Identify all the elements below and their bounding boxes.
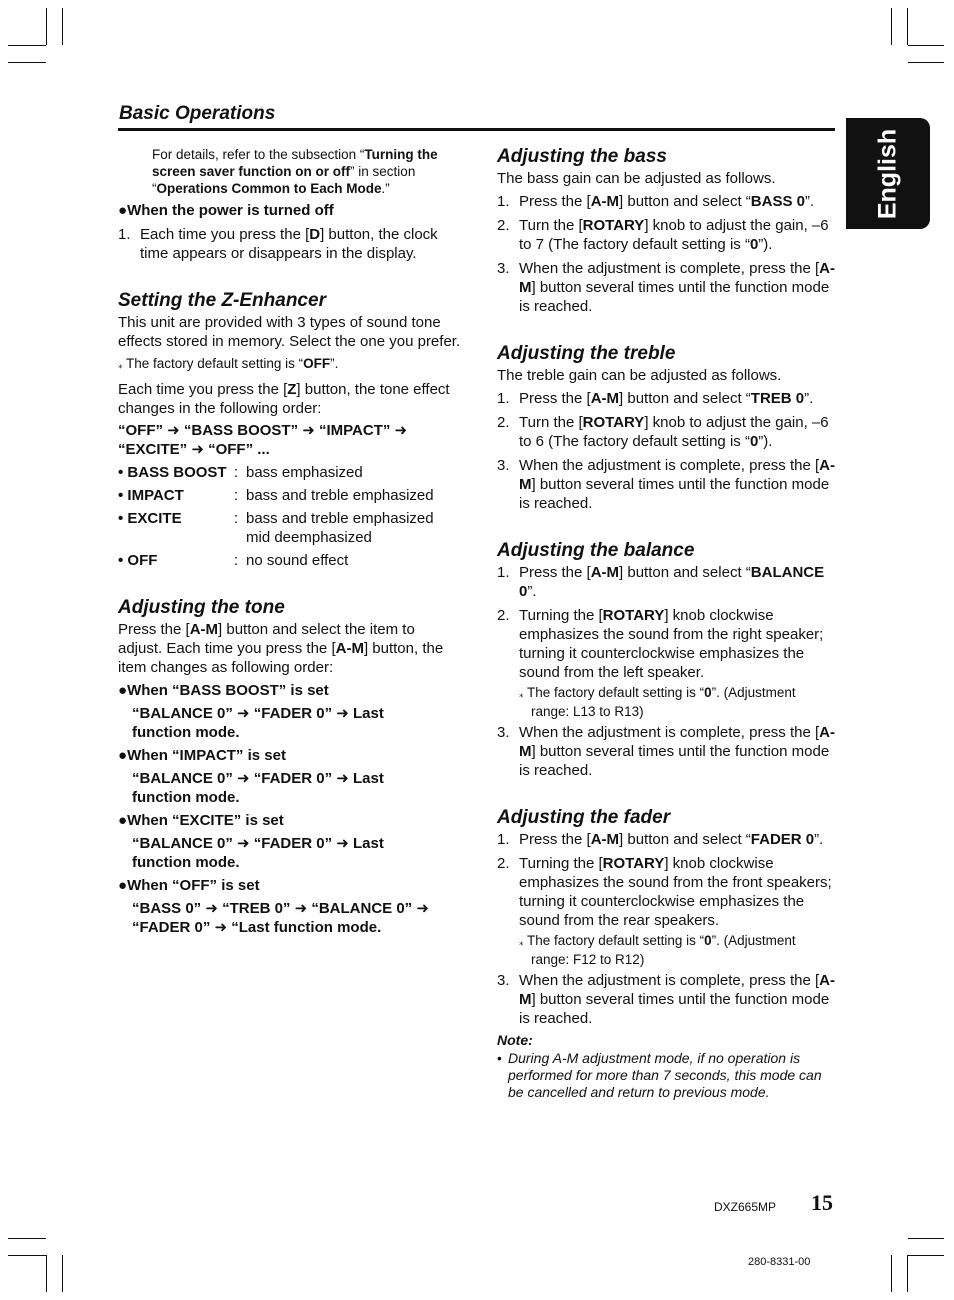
intro-note xyxy=(118,146,463,197)
power-heading-text: When the power is turned off xyxy=(127,202,334,219)
definition-row xyxy=(118,509,463,547)
definition-term: • BASS BOOST xyxy=(118,464,227,481)
crop-mark xyxy=(891,1255,892,1292)
order-line: function mode. xyxy=(132,724,240,741)
text: ] button, the tone effect changes in the following order: xyxy=(118,381,450,417)
step-text: ] button, the clock time appears or disappears in the display. xyxy=(140,226,438,262)
crop-mark xyxy=(908,45,944,46)
bullet-dot: • xyxy=(497,1050,502,1066)
bullet-icon: ● xyxy=(118,877,128,894)
text: ] button, the item changes as following order: xyxy=(118,640,444,676)
step-number: 3. xyxy=(497,724,510,741)
step-number: 1. xyxy=(497,193,510,210)
step xyxy=(497,563,837,601)
group-head-text: When “BASS BOOST” is set xyxy=(127,682,329,699)
step-bold: ROTARY xyxy=(602,855,665,872)
tone-desc xyxy=(118,620,463,677)
crop-mark xyxy=(908,62,944,63)
zenhancer-default xyxy=(118,355,463,374)
step-number: 1. xyxy=(497,564,510,581)
step-bold: FADER 0 xyxy=(750,831,815,848)
step-number: 3. xyxy=(497,972,510,989)
definition-desc: no sound effect xyxy=(246,552,349,569)
balance-default-note xyxy=(519,684,837,720)
text: Each time you press the [ xyxy=(118,381,288,398)
step-bold: A-M xyxy=(590,193,620,210)
order-line: function mode. xyxy=(132,789,240,806)
step xyxy=(497,971,837,1028)
step-bold: D xyxy=(309,226,321,243)
bullet-icon: ● xyxy=(118,812,128,829)
order-line: “EXCITE” ➜ “OFF” ... xyxy=(118,441,270,458)
step-bold: A-M xyxy=(519,724,835,760)
tone-title: Adjusting the tone xyxy=(118,597,285,618)
tone-group-order xyxy=(118,704,463,742)
left-column xyxy=(118,146,463,937)
step xyxy=(497,389,837,408)
step xyxy=(497,854,837,968)
step-text: When the adjustment is complete, press the [ xyxy=(519,260,820,277)
step-number: 3. xyxy=(497,457,510,474)
step-text: ] button several times until the function mode is reached. xyxy=(519,743,830,779)
bold-text: Z xyxy=(287,381,297,398)
step-text: Press the [ xyxy=(519,390,591,407)
crop-mark xyxy=(8,1255,46,1256)
intro-text: For details, refer to the subsection “ xyxy=(152,147,365,162)
bass-steps xyxy=(497,192,837,316)
zenhancer-title: Setting the Z-Enhancer xyxy=(118,290,326,311)
step-text: ] button several times until the function mode is reached. xyxy=(519,476,830,512)
fader-title: Adjusting the fader xyxy=(497,807,671,828)
step-bold: A-M xyxy=(590,390,620,407)
bass-desc: The bass gain can be adjusted as follows. xyxy=(497,170,776,187)
step-text: Turning the [ xyxy=(519,607,603,624)
step-text: ] knob to adjust the gain, –6 to 6 (The factory default setting is “ xyxy=(519,414,829,450)
step-text: ”. xyxy=(804,390,814,407)
step-bold: A-M xyxy=(519,457,835,493)
step-text: ] knob to adjust the gain, –6 to 7 (The factory default setting is “ xyxy=(519,217,829,253)
crop-mark xyxy=(62,1255,63,1292)
crop-mark xyxy=(907,8,908,45)
header-rule xyxy=(118,128,835,131)
tone-group-head xyxy=(118,811,463,830)
text: Press the [ xyxy=(118,621,190,638)
step-text: Turning the [ xyxy=(519,855,603,872)
definition-row xyxy=(118,463,463,482)
step-text: ] button several times until the function mode is reached. xyxy=(519,991,830,1027)
model-number: DXZ665MP xyxy=(714,1200,777,1214)
crop-mark xyxy=(46,8,47,45)
step-bold: BASS 0 xyxy=(750,193,805,210)
step-number: 1. xyxy=(497,831,510,848)
definition-colon: : xyxy=(234,510,239,527)
bold-text: A-M xyxy=(335,640,364,657)
step xyxy=(497,606,837,720)
step xyxy=(497,413,837,451)
step-bold: TREB 0 xyxy=(750,390,805,407)
page-section-title: Basic Operations xyxy=(119,103,276,124)
step xyxy=(118,225,463,263)
definition-colon: : xyxy=(234,487,239,504)
bass-title: Adjusting the bass xyxy=(497,146,667,167)
definition-colon: : xyxy=(234,552,239,569)
tone-group xyxy=(118,681,463,742)
tone-group-head xyxy=(118,746,463,765)
crop-mark xyxy=(907,1255,908,1292)
definition-colon: : xyxy=(234,464,239,481)
step-number: 2. xyxy=(497,855,510,872)
step-text: When the adjustment is complete, press the [ xyxy=(519,972,820,989)
intro-bold: Turning the screen saver function on or off xyxy=(152,147,438,179)
note-text: The factory default setting is “ xyxy=(527,933,705,948)
effect-definitions xyxy=(118,463,463,570)
intro-text: ” in section “ xyxy=(152,164,416,196)
step xyxy=(497,830,837,849)
crop-mark xyxy=(8,62,46,63)
definition-row xyxy=(118,486,463,505)
crop-mark xyxy=(908,1238,944,1239)
step-bold: 0 xyxy=(749,433,759,450)
balance-steps xyxy=(497,563,837,780)
group-head-text: When “IMPACT” is set xyxy=(127,747,286,764)
step-text: ] knob clockwise emphasizes the sound from the right speaker; turning it counterclockwise emphasizes the sound from the left speaker. xyxy=(519,607,824,681)
order-line: “BALANCE 0” ➜ “FADER 0” ➜ Last xyxy=(132,705,384,722)
tone-group-order xyxy=(118,899,463,937)
definition-term: • IMPACT xyxy=(118,487,184,504)
step-number: 1. xyxy=(118,226,131,243)
asterisk-icon: ⁎ xyxy=(519,937,524,947)
asterisk-icon: ⁎ xyxy=(118,360,123,370)
step-text: When the adjustment is complete, press the [ xyxy=(519,724,820,741)
note-bold: OFF xyxy=(303,356,331,371)
order-line: “BALANCE 0” ➜ “FADER 0” ➜ Last xyxy=(132,835,384,852)
note-text: The factory default setting is “ xyxy=(126,356,304,371)
tone-group xyxy=(118,746,463,807)
intro-text: .” xyxy=(381,181,390,196)
definition-row xyxy=(118,551,463,570)
step-text: Turn the [ xyxy=(519,414,583,431)
step xyxy=(497,192,837,211)
step-text: ] knob clockwise emphasizes the sound from the front speakers; turning it counterclockwise emphasizes the sound from the rear speakers. xyxy=(519,855,832,929)
language-tab-label: English xyxy=(873,128,902,220)
step-text: ”). xyxy=(758,433,773,450)
group-head-text: When “EXCITE” is set xyxy=(127,812,284,829)
step-text: When the adjustment is complete, press the [ xyxy=(519,457,820,474)
document-code: 280-8331-00 xyxy=(748,1256,811,1268)
fader-default-note xyxy=(519,932,837,968)
step xyxy=(497,259,837,316)
text: ] button and select the item to adjust. Each time you press the [ xyxy=(118,621,415,657)
note-title: Note: xyxy=(497,1032,533,1048)
treble-desc: The treble gain can be adjusted as follows. xyxy=(497,367,782,384)
step-number: 2. xyxy=(497,414,510,431)
step xyxy=(497,216,837,254)
tone-group-head xyxy=(118,876,463,895)
treble-steps xyxy=(497,389,837,513)
tone-group xyxy=(118,876,463,937)
step-bold: 0 xyxy=(749,236,759,253)
step-number: 3. xyxy=(497,260,510,277)
group-head-text: When “OFF” is set xyxy=(127,877,260,894)
order-line: “BALANCE 0” ➜ “FADER 0” ➜ Last xyxy=(132,770,384,787)
step-text: Press the [ xyxy=(519,831,591,848)
step-bold: BALANCE 0 xyxy=(519,564,825,600)
crop-mark xyxy=(8,45,46,46)
step-bold: ROTARY xyxy=(582,414,645,431)
step-bold: ROTARY xyxy=(582,217,645,234)
step-text: Turn the [ xyxy=(519,217,583,234)
order-line: “FADER 0” ➜ “Last function mode. xyxy=(132,919,382,936)
step-bold: A-M xyxy=(519,972,835,1008)
note-bold: 0 xyxy=(704,685,712,700)
step-bold: A-M xyxy=(590,831,620,848)
note-text: The factory default setting is “ xyxy=(527,685,705,700)
note-text: ”. (Adjustment range: L13 to R13) xyxy=(531,685,796,719)
step-text: ”. xyxy=(814,831,824,848)
definition-term: • EXCITE xyxy=(118,510,182,527)
step xyxy=(497,456,837,513)
bullet-icon: ● xyxy=(118,682,128,699)
step-bold: A-M xyxy=(519,260,835,296)
crop-mark xyxy=(62,8,63,45)
step-number: 2. xyxy=(497,217,510,234)
step-text: Press the [ xyxy=(519,193,591,210)
tone-group-head xyxy=(118,681,463,700)
note-text: ”. xyxy=(330,356,339,371)
note-bold: 0 xyxy=(704,933,712,948)
bold-text: A-M xyxy=(189,621,219,638)
step xyxy=(497,723,837,780)
step-text: ] button and select “ xyxy=(619,390,751,407)
step-bold: ROTARY xyxy=(602,607,665,624)
treble-title: Adjusting the treble xyxy=(497,343,676,364)
definition-desc: bass and treble emphasized xyxy=(246,487,434,504)
crop-mark xyxy=(46,1255,47,1292)
tone-group-order xyxy=(118,769,463,807)
bullet-icon: ● xyxy=(118,202,128,219)
step-number: 2. xyxy=(497,607,510,624)
power-heading xyxy=(118,201,463,220)
right-column xyxy=(497,146,837,1101)
step-text: Each time you press the [ xyxy=(140,226,310,243)
page-number: 15 xyxy=(811,1190,833,1215)
definition-desc: bass and treble emphasized mid deemphasized xyxy=(246,510,434,546)
step-text: ”). xyxy=(758,236,773,253)
crop-mark xyxy=(891,8,892,45)
step-text: ”. xyxy=(527,583,537,600)
tone-group xyxy=(118,811,463,872)
note-text: During A-M adjustment mode, if no operation is performed for more than 7 seconds, this mode can be cancelled and return to previous mode. xyxy=(508,1050,822,1100)
intro-bold: Operations Common to Each Mode xyxy=(156,181,382,196)
step-text: ] button and select “ xyxy=(619,831,751,848)
order-line: “OFF” ➜ “BASS BOOST” ➜ “IMPACT” ➜ xyxy=(118,422,408,439)
step-text: ”. xyxy=(804,193,815,210)
crop-mark xyxy=(908,1255,944,1256)
bullet-icon: ● xyxy=(118,747,128,764)
step-text: ] button several times until the function mode is reached. xyxy=(519,279,830,315)
zenhancer-desc: This unit are provided with 3 types of sound tone effects stored in memory. Select the one you prefer. xyxy=(118,314,461,350)
step-text: ] button and select “ xyxy=(619,193,751,210)
tone-group-order xyxy=(118,834,463,872)
asterisk-icon: ⁎ xyxy=(519,689,524,699)
definition-desc: bass emphasized xyxy=(246,464,363,481)
balance-title: Adjusting the balance xyxy=(497,540,695,561)
note-text: ”. (Adjustment range: F12 to R12) xyxy=(531,933,796,967)
crop-mark xyxy=(8,1238,46,1239)
step-text: ] button and select “ xyxy=(619,564,751,581)
step-number: 1. xyxy=(497,390,510,407)
definition-term: • OFF xyxy=(118,552,158,569)
language-tab xyxy=(846,118,930,229)
order-line: “BASS 0” ➜ “TREB 0” ➜ “BALANCE 0” ➜ xyxy=(132,900,429,917)
power-steps xyxy=(118,225,463,263)
zenhancer-press xyxy=(118,380,463,418)
step-text: Press the [ xyxy=(519,564,591,581)
note-body xyxy=(497,1050,837,1101)
zenhancer-order xyxy=(118,421,463,459)
step-bold: A-M xyxy=(590,564,620,581)
fader-steps xyxy=(497,830,837,1028)
order-line: function mode. xyxy=(132,854,240,871)
